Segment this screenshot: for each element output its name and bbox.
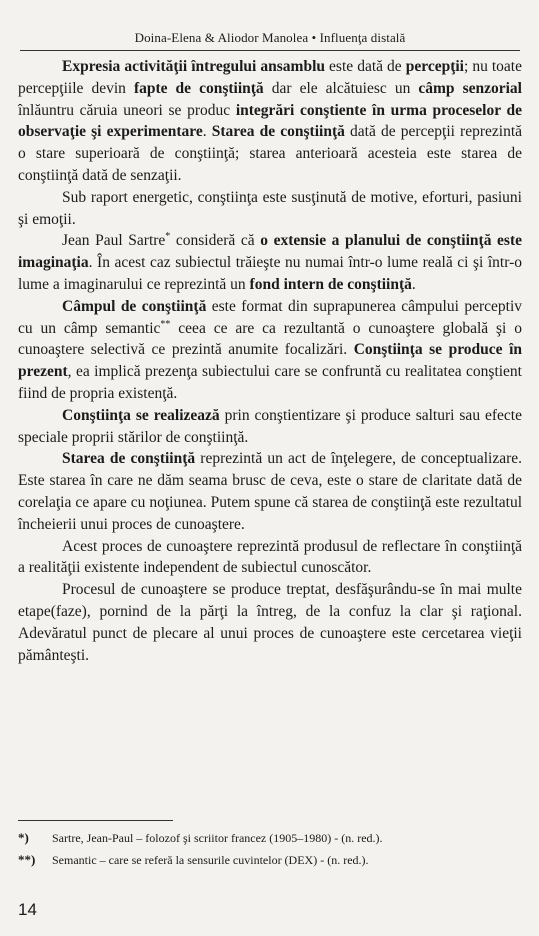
text-run: .	[411, 275, 416, 293]
paragraph	[18, 296, 522, 405]
footnotes	[18, 827, 518, 871]
bold-run: o extensie a planului de conştiinţă este imaginaţia	[18, 232, 522, 272]
text-run: ; nu toate percepţiile devin	[18, 58, 522, 97]
paragraph	[18, 56, 522, 187]
footnote-mark: *)	[18, 830, 29, 845]
text-run: înlăuntru căruia uneori se produc	[18, 101, 236, 119]
footnote-reference: *	[165, 231, 171, 243]
footnote-text: Sartre, Jean-Paul – folozof şi scriitor francez (1905–1980) - (n. red.).	[52, 831, 383, 845]
paragraph	[18, 405, 522, 449]
bold-run: câmp senzorial	[418, 79, 522, 97]
footnote-rule	[18, 820, 173, 821]
text-run: dar ele alcătuiesc un	[263, 79, 419, 97]
bold-run: Conştiinţa se realizează	[62, 406, 220, 424]
bold-run: Câmpul de conştiinţă	[62, 297, 207, 315]
text-run: .	[202, 123, 212, 141]
paragraph	[18, 230, 522, 295]
paragraph	[18, 448, 522, 535]
bold-run: fond intern de conştiinţă	[249, 275, 412, 293]
paragraph	[18, 536, 522, 580]
bold-run: Expresia activităţii întregului ansamblu	[62, 58, 326, 75]
paragraph	[18, 579, 522, 666]
text-run: Jean Paul Sartre	[62, 232, 166, 250]
text-run: Procesul de cunoaştere se produce treptat, desfăşurându-se în mai multe etape(faze), pornind de la părţi la întreg, de la confuz la clar şi raţional. Adevăratul punct de plecare al unui proces de cunoaştere este cercetarea vieţii pământeşti.	[18, 581, 522, 664]
text-run: este dată de	[325, 58, 406, 75]
footnote	[18, 827, 518, 849]
text-run: . În acest caz subiectul trăieşte nu numai într-o lume reală ci şi într-o lume a imaginarului ce reprezintă un	[18, 254, 522, 293]
paragraph	[18, 187, 522, 231]
bold-run: Starea de conştiinţă	[62, 450, 196, 468]
page-number: 14	[18, 900, 37, 919]
footnote-reference: **	[160, 318, 171, 330]
text-run: Sub raport energetic, conştiinţa este susţinută de motive, eforturi, pasiuni şi emoţii.	[18, 188, 522, 228]
bold-run: Starea de conştiinţă	[211, 123, 345, 141]
text-run: Acest proces de cunoaştere reprezintă produsul de reflectare în conştiinţă a realităţii existente independent de subiectul cunoscător.	[18, 537, 522, 577]
text-run: ceea ce are ca rezultantă o cunoaştere globală şi o cunoaştere selectivă ce prezintă anumite focalizări.	[18, 319, 522, 359]
header-rule	[20, 50, 520, 51]
text-run: , ea implică prezenţa subiectului care se confruntă cu realitatea conştient fiind de propria existenţă.	[18, 363, 522, 402]
bold-run: percepţii	[405, 58, 464, 75]
text-run: prin conştientizare şi produce salturi sau efecte speciale proprii stărilor de conştiinţă.	[18, 406, 522, 446]
text-run: este format din suprapunerea câmpului perceptiv cu un câmp semantic	[18, 297, 522, 337]
footnote	[18, 849, 518, 871]
text-run: reprezintă un act de înţelegere, de conceptualizare. Este starea în care ne dăm seama brusc de ceva, este o stare de claritate dată de corelaţia ce apare cu noţiunea. Putem spune că starea de conştiinţă este rezultatul încheierii unui proces de cunoaştere.	[18, 450, 522, 533]
bold-run: Conştiinţa se produce în prezent	[18, 341, 522, 381]
bold-run: integrări conştiente în urma proceselor de observaţie şi experimentare	[18, 101, 522, 141]
running-head: Doina-Elena & Aliodor Manolea • Influenţa distală	[134, 30, 406, 45]
text-run: dată de percepţii reprezintă o stare superioară de conştiinţă; starea anterioară acesteia este starea de conştiinţă dată de senzaţii.	[18, 123, 523, 184]
body-text	[18, 56, 522, 666]
footnote-text: Semantic – care se referă la sensurile cuvintelor (DEX) - (n. red.).	[52, 853, 369, 867]
footnote-mark: **)	[18, 852, 36, 867]
bold-run: fapte de conştiinţă	[133, 79, 264, 97]
text-run: consideră că	[170, 232, 261, 250]
